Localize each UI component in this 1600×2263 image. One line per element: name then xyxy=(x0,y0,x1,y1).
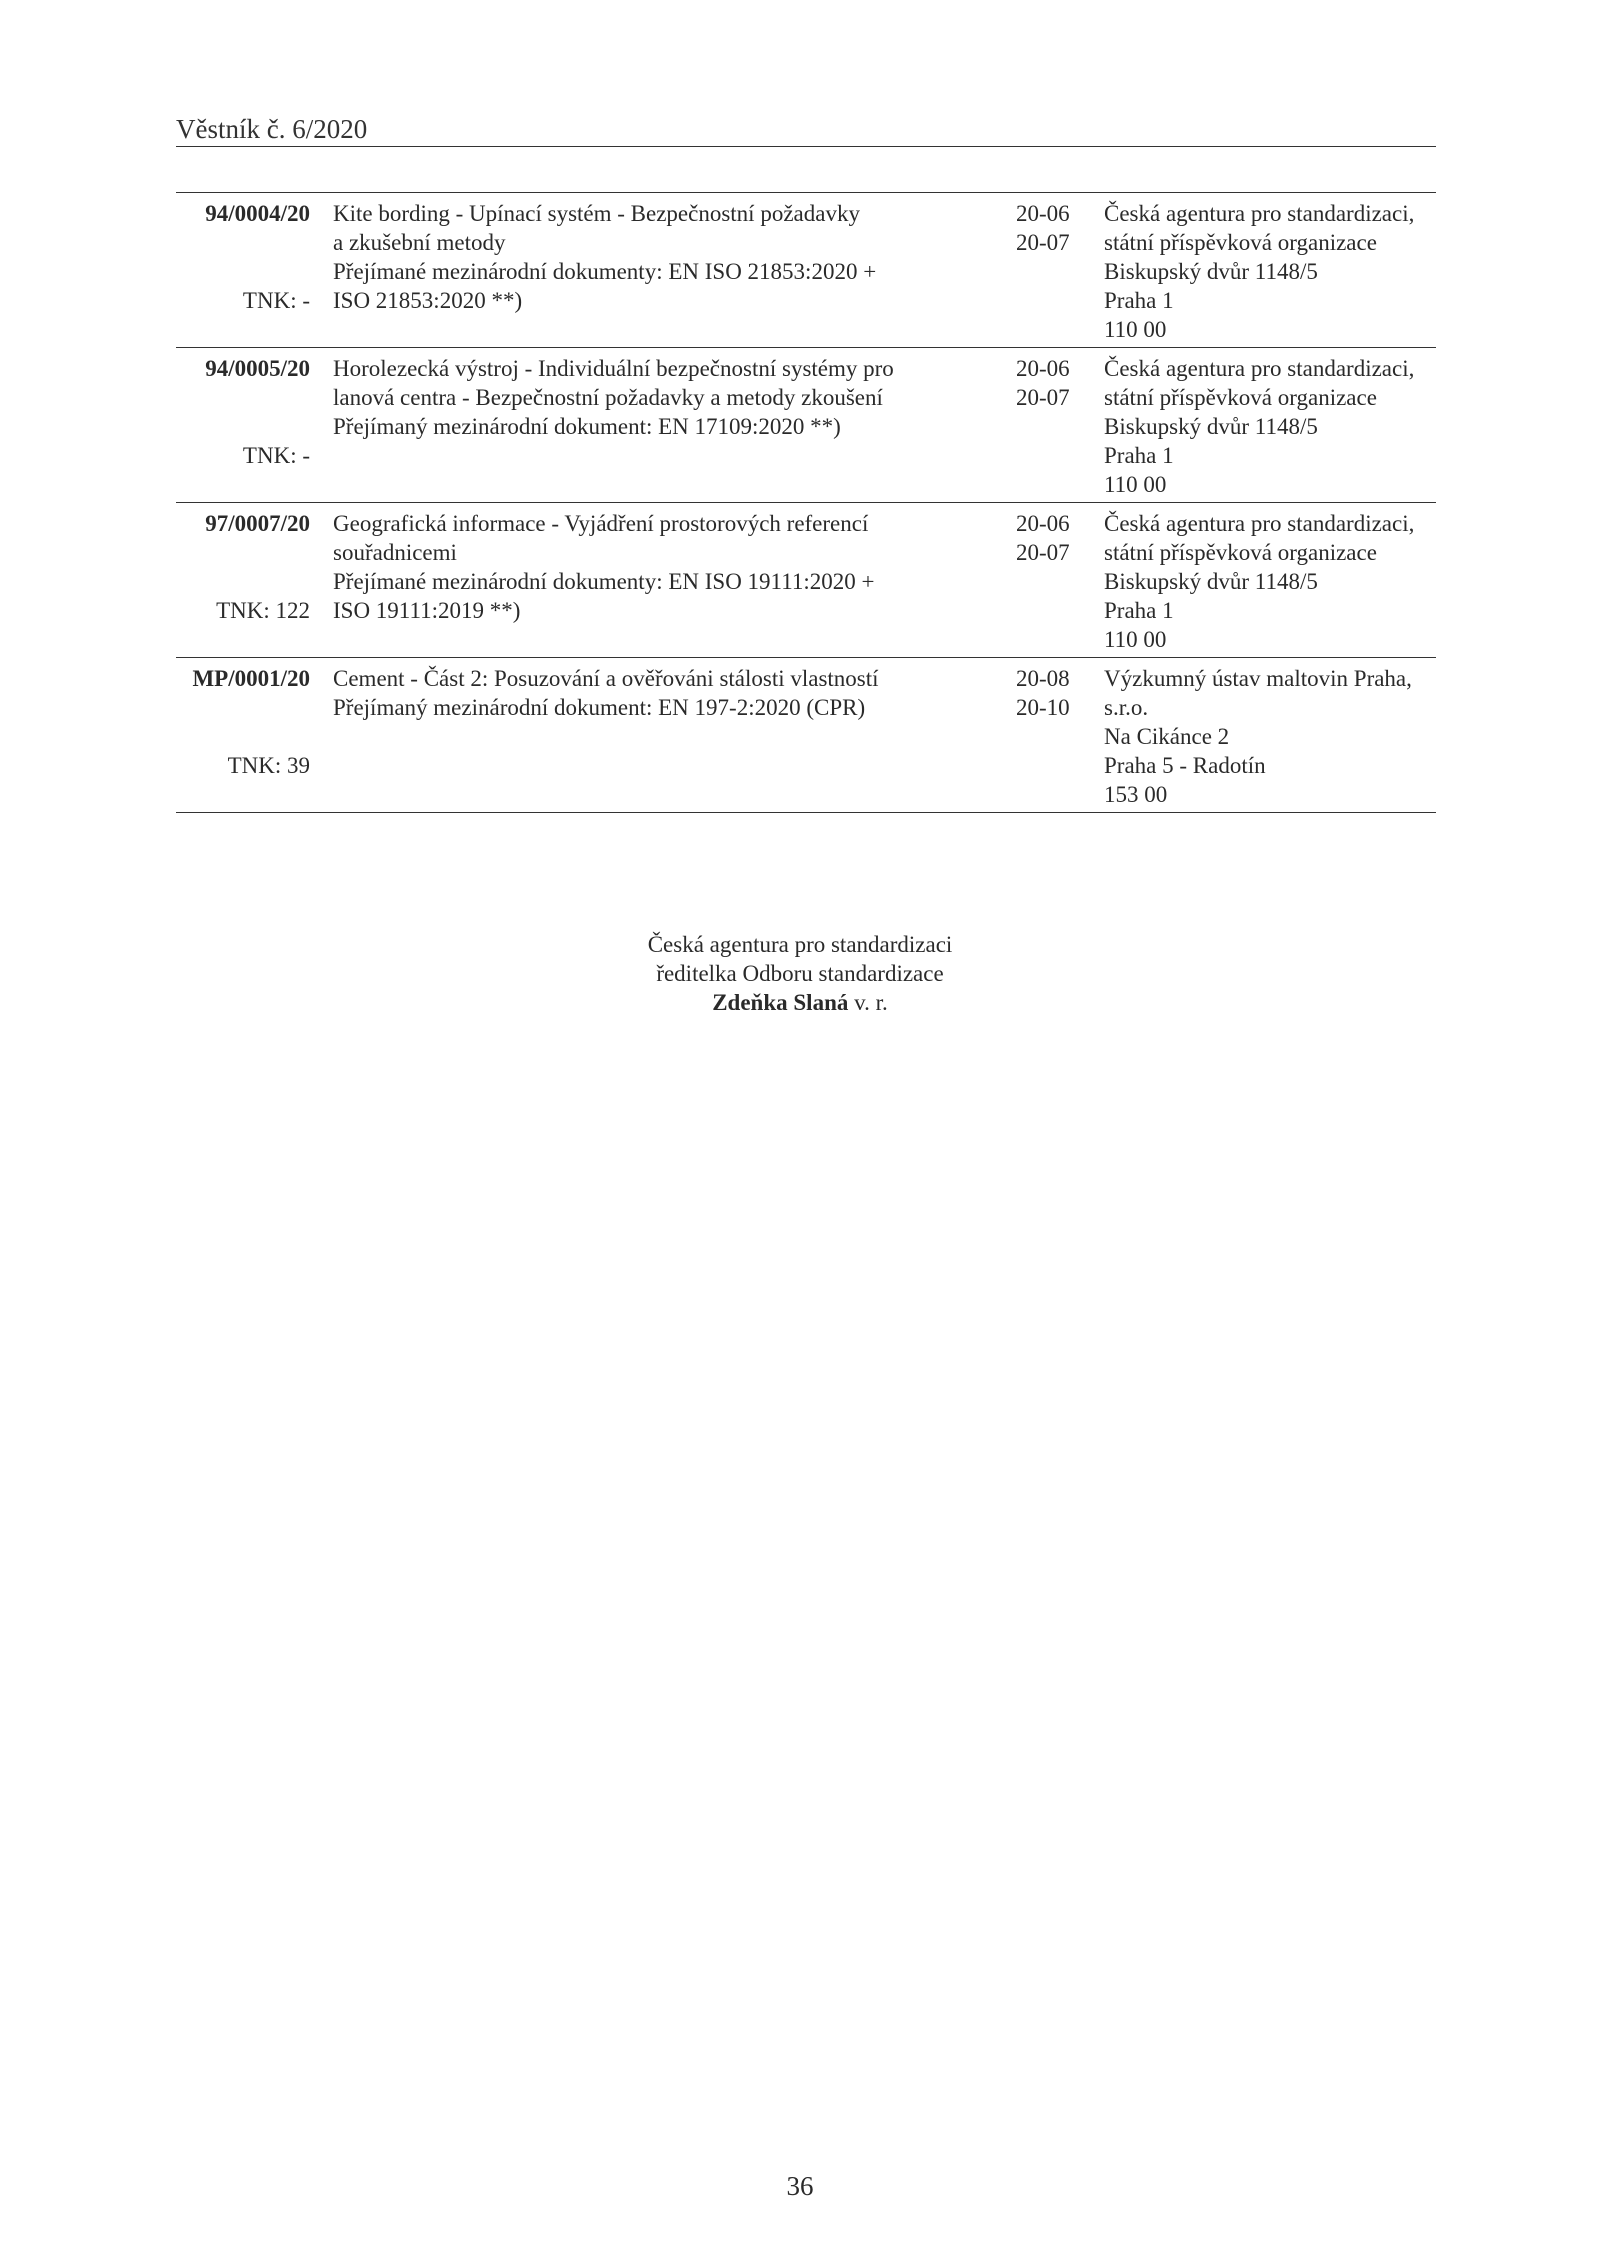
signature-name-line xyxy=(500,988,1100,1017)
row-organization xyxy=(1104,199,1439,344)
table-row xyxy=(176,193,1436,348)
org-line: 153 00 xyxy=(1104,782,1168,807)
org-line: 110 00 xyxy=(1104,627,1167,652)
row-dates xyxy=(1016,509,1076,567)
org-line: s.r.o. xyxy=(1104,695,1149,720)
row-dates xyxy=(1016,354,1076,412)
signature-suffix: v. r. xyxy=(848,990,888,1015)
description-line: a zkušební metody xyxy=(333,230,506,255)
description-line: Přejímaný mezinárodní dokument: EN 197-2:2020 (CPR) xyxy=(333,695,866,720)
org-line: Praha 1 xyxy=(1104,288,1174,313)
row-dates xyxy=(1016,199,1076,257)
org-line: Praha 5 - Radotín xyxy=(1104,753,1266,778)
row-description xyxy=(333,354,923,441)
row-description xyxy=(333,664,923,722)
row-dates xyxy=(1016,664,1076,722)
row-tnk: TNK: - xyxy=(242,443,310,468)
org-line: 110 00 xyxy=(1104,317,1167,342)
org-line: státní příspěvková organizace xyxy=(1104,230,1377,255)
date-line: 20-07 xyxy=(1016,540,1070,565)
signature-block xyxy=(500,930,1100,1017)
page-header-title: Věstník č. 6/2020 xyxy=(176,114,368,144)
signature-role: ředitelka Odboru standardizace xyxy=(656,961,944,986)
org-line: Na Cikánce 2 xyxy=(1104,724,1230,749)
description-line: Přejímané mezinárodní dokumenty: EN ISO 19111:2020 + xyxy=(333,569,875,594)
description-line: ISO 21853:2020 **) xyxy=(333,288,523,313)
description-line: Geografická informace - Vyjádření prostorových referencí xyxy=(333,511,869,536)
row-number: 94/0005/20 xyxy=(205,356,310,381)
page-header xyxy=(176,113,1436,147)
row-tnk: TNK: 39 xyxy=(227,753,310,778)
row-number: 97/0007/20 xyxy=(205,511,310,536)
row-id-cell xyxy=(176,354,310,470)
date-line: 20-07 xyxy=(1016,230,1070,255)
date-line: 20-08 xyxy=(1016,666,1070,691)
row-description xyxy=(333,199,923,315)
table-row xyxy=(176,658,1436,813)
description-line: Kite bording - Upínací systém - Bezpečnostní požadavky xyxy=(333,201,860,226)
row-tnk: TNK: - xyxy=(242,288,310,313)
org-line: Praha 1 xyxy=(1104,598,1174,623)
org-line: Biskupský dvůr 1148/5 xyxy=(1104,569,1318,594)
row-id-cell xyxy=(176,199,310,315)
row-description xyxy=(333,509,923,625)
date-line: 20-06 xyxy=(1016,201,1070,226)
org-line: Česká agentura pro standardizaci, xyxy=(1104,201,1415,226)
org-line: Biskupský dvůr 1148/5 xyxy=(1104,259,1318,284)
row-number: 94/0004/20 xyxy=(205,201,310,226)
row-id-cell xyxy=(176,664,310,780)
table-row xyxy=(176,503,1436,658)
date-line: 20-10 xyxy=(1016,695,1070,720)
org-line: státní příspěvková organizace xyxy=(1104,385,1377,410)
description-line: Přejímané mezinárodní dokumenty: EN ISO 21853:2020 + xyxy=(333,259,877,284)
description-line: Horolezecká výstroj - Individuální bezpečnostní systémy pro xyxy=(333,356,894,381)
row-organization xyxy=(1104,664,1439,809)
signature-agency: Česká agentura pro standardizaci xyxy=(647,932,953,957)
date-line: 20-07 xyxy=(1016,385,1070,410)
page-number: 36 xyxy=(786,2171,814,2201)
org-line: státní příspěvková organizace xyxy=(1104,540,1377,565)
description-line: souřadnicemi xyxy=(333,540,457,565)
org-line: Biskupský dvůr 1148/5 xyxy=(1104,414,1318,439)
row-organization xyxy=(1104,509,1439,654)
table-row xyxy=(176,348,1436,503)
org-line: 110 00 xyxy=(1104,472,1167,497)
row-tnk: TNK: 122 xyxy=(216,598,310,623)
description-line: Přejímaný mezinárodní dokument: EN 17109:2020 **) xyxy=(333,414,841,439)
description-line: lanová centra - Bezpečnostní požadavky a metody zkoušení xyxy=(333,385,883,410)
org-line: Česká agentura pro standardizaci, xyxy=(1104,511,1415,536)
row-id-cell xyxy=(176,509,310,625)
row-number: MP/0001/20 xyxy=(192,666,310,691)
standards-table xyxy=(176,192,1436,813)
description-line: ISO 19111:2019 **) xyxy=(333,598,521,623)
description-line: Cement - Část 2: Posuzování a ověřováni stálosti vlastností xyxy=(333,666,879,691)
org-line: Česká agentura pro standardizaci, xyxy=(1104,356,1415,381)
date-line: 20-06 xyxy=(1016,356,1070,381)
row-organization xyxy=(1104,354,1439,499)
date-line: 20-06 xyxy=(1016,511,1070,536)
signature-name: Zdeňka Slaná xyxy=(712,990,849,1015)
org-line: Praha 1 xyxy=(1104,443,1174,468)
org-line: Výzkumný ústav maltovin Praha, xyxy=(1104,666,1412,691)
